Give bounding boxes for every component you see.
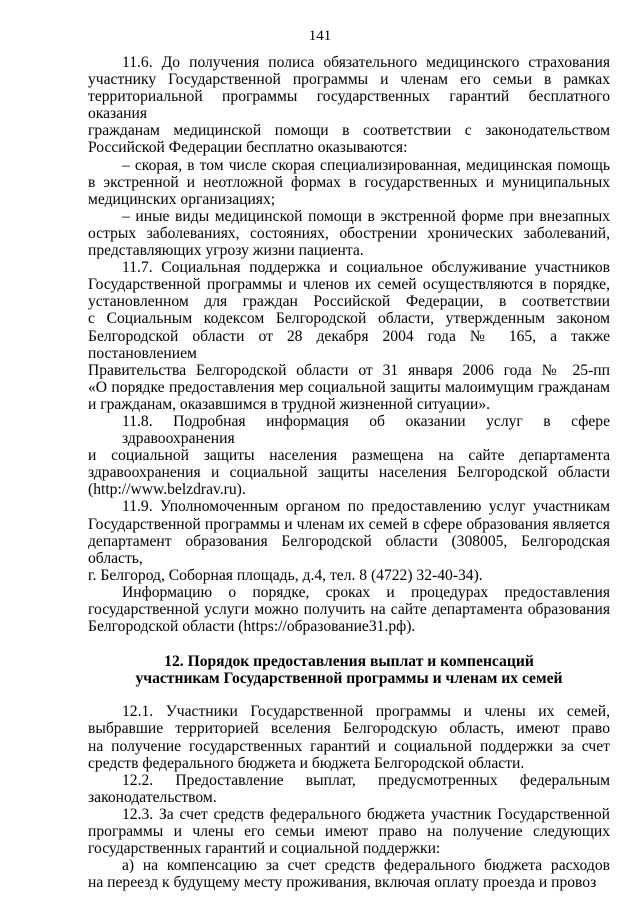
heading-line: 12. Порядок предоставления выплат и компенсаций [164, 653, 534, 671]
paragraph-p11-9-info [88, 584, 610, 635]
section-11-content [88, 54, 610, 635]
paragraph-line: участнику Государственной программы и членам его семьи в рамках [88, 71, 610, 89]
paragraph-line: здравоохранения и социальной защиты населения Белгородской области [88, 464, 610, 482]
paragraph-line: 12.3. За счет средств федерального бюджета участник Государственной [122, 805, 610, 823]
paragraph-line: «О порядке предоставления мер социальной защиты малоимущим гражданам [88, 378, 610, 396]
paragraph-line: 11.8. Подробная информация об оказании услуг в сфере здравоохранения [122, 412, 610, 448]
paragraph-line: 12.1. Участники Государственной программы и члены их семей, [122, 703, 610, 721]
paragraph-line: г. Белгород, Соборная площадь, д.4, тел. 8 (4722) 32-40-34). [88, 566, 483, 584]
section-12-content [88, 703, 610, 891]
paragraph-p11-7 [88, 259, 610, 413]
paragraph-line: 11.9. Уполномоченным органом по предоставлению услуг участникам [122, 498, 610, 516]
paragraph-line: медицинских организациях; [88, 190, 276, 208]
paragraph-line: Российской Федерации бесплатно оказываются: [88, 139, 408, 157]
paragraph-line: и гражданам, оказавшимся в трудной жизненной ситуации». [88, 395, 491, 413]
section-12-heading [88, 653, 610, 687]
paragraph-line: выбравшие территорией вселения Белгородскую область, имеют право [88, 720, 610, 738]
paragraph-line: с Социальным кодексом Белгородской области, утвержденным законом [88, 310, 610, 328]
paragraph-line: территориальной программы государственных гарантий бесплатного оказания [88, 88, 610, 123]
paragraph-line: на получение государственных гарантий и социальной поддержки за счет [88, 737, 610, 755]
paragraph-p12-3-a [88, 857, 610, 891]
paragraph-line: установленном для граждан Российской Федерации, в соответствии [88, 293, 610, 311]
paragraph-line: – скорая, в том числе скорая специализированная, медицинская помощь [122, 156, 610, 174]
paragraph-line: Белгородской области (https://образование31.рф). [88, 618, 416, 636]
paragraph-line: представляющих угрозу жизни пациента. [88, 242, 364, 260]
paragraph-p12-1 [88, 703, 610, 771]
paragraph-line: Государственной программы и членов их семей осуществляются в порядке, [88, 276, 610, 294]
paragraph-line: государственной услуги можно получить на сайте департамента образования [88, 601, 610, 618]
paragraph-p11-6 [88, 54, 610, 157]
paragraph-p11-9 [88, 498, 610, 583]
paragraph-line: государственных гарантий и социальной поддержки: [88, 840, 441, 858]
paragraph-line: острых заболеваниях, состояниях, обострении хронических заболеваний, [88, 224, 610, 242]
paragraph-line: на переезд к будущему месту проживания, включая оплату проезда и провоз [88, 874, 597, 892]
paragraph-p11-6-a [88, 157, 610, 208]
paragraph-line: и социальной защиты населения размещена на сайте департамента [88, 447, 610, 465]
paragraph-line: 11.7. Социальная поддержка и социальное обслуживание участников [122, 259, 610, 277]
paragraph-line: Государственной программы и членам их семей в сфере образования является [88, 515, 610, 533]
paragraph-line: в экстренной и неотложной формах в государственных и муниципальных [88, 173, 610, 191]
paragraph-line: средств федерального бюджета и бюджета Белгородской области. [88, 754, 525, 772]
paragraph-line: 12.2. Предоставление выплат, предусмотренных федеральным [122, 771, 610, 789]
document-body [88, 54, 610, 891]
paragraph-line: а) на компенсацию за счет средств федерального бюджета расходов [122, 857, 610, 875]
paragraph-line: программы и члены его семьи имеют право на получение следующих [88, 823, 610, 841]
paragraph-p11-8 [88, 413, 610, 498]
paragraph-line: гражданам медицинской помощи в соответствии с законодательством [88, 122, 610, 140]
page-number: 141 [308, 28, 332, 44]
paragraph-line: Правительства Белгородской области от 31 января 2006 года № 25-пп [88, 361, 610, 379]
paragraph-line: – иные виды медицинской помощи в экстренной форме при внезапных [122, 207, 610, 225]
paragraph-line: департамент образования Белгородской области (308005, Белгородская область, [88, 532, 610, 567]
paragraph-line: Белгородской области от 28 декабря 2004 года № 165, а также постановлением [88, 327, 610, 362]
paragraph-p12-2 [88, 772, 610, 806]
paragraph-line: Информацию о порядке, сроках и процедурах предоставления [122, 583, 610, 601]
paragraph-line: законодательством. [88, 788, 217, 806]
paragraph-p11-6-b [88, 208, 610, 259]
paragraph-line: 11.6. До получения полиса обязательного медицинского страхования [122, 54, 610, 71]
heading-line: участникам Государственной программы и членам их семей [135, 670, 563, 688]
paragraph-line: (http://www.belzdrav.ru). [88, 481, 246, 499]
paragraph-p12-3 [88, 806, 610, 857]
